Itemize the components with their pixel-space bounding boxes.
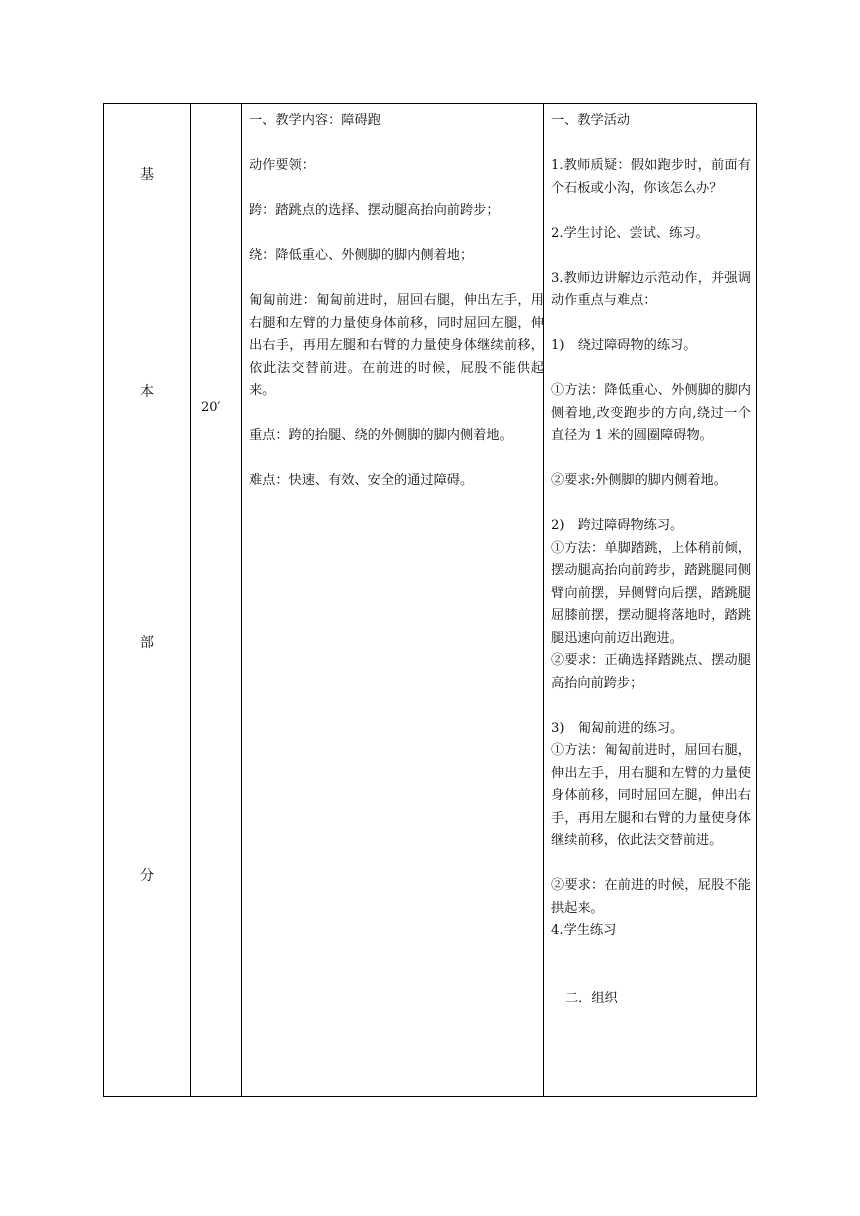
- sub3-requirement: ②要求：在前进的时候，屁股不能拱起来。: [551, 878, 751, 916]
- column-divider: [190, 104, 191, 1096]
- teaching-activity: [551, 110, 751, 1010]
- sub2-requirement: ②要求：正确选择踏跳点、摆动腿高抬向前跨步；: [551, 653, 751, 691]
- section-char-bu: 部: [140, 635, 154, 651]
- section-char-ji: 基: [140, 167, 154, 183]
- content-heading: 一、教学内容：障碍跑: [249, 113, 381, 128]
- sub2-title: 2) 跨过障碍物练习。: [551, 518, 684, 533]
- activity-item-4: 4.学生练习: [551, 923, 617, 938]
- essentials-label: 动作要领：: [249, 158, 315, 173]
- section-char-fen: 分: [140, 868, 154, 884]
- lesson-table: [103, 103, 757, 1097]
- sub1-method: ①方法：降低重心、外侧脚的脚内侧着地,改变跑步的方向,绕过一个直径为 1 米的圆圈障碍物。: [551, 383, 751, 443]
- activity-item-2: 2.学生讨论、尝试、练习。: [551, 225, 709, 241]
- sub3-method: ①方法：匍匐前进时，屈回右腿，伸出左手，用右腿和左臂的力量使身体前移，同时屈回左腿，伸出右手，再用左腿和右臂的力量使身体继续前移，依此法交替前进。: [551, 743, 751, 848]
- pufu-text: 匍匐前进：匍匐前进时，屈回右腿，伸出左手，用右腿和左臂的力量使身体前移，同时屈回左腿，伸出右手，再用左腿和右臂的力量使身体继续前移，依此法交替前进。在前进的时候，屁股不能供起来。: [249, 293, 544, 398]
- sub3-title: 3) 匍匐前进的练习。: [551, 720, 684, 736]
- activity-item-1: 1.教师质疑：假如跑步时，前面有个石板或小沟，你该怎么办？: [551, 158, 751, 196]
- key-point: 重点：跨的抬腿、绕的外侧脚的脚内侧着地。: [249, 428, 513, 443]
- sub1-title: 1) 绕过障碍物的练习。: [551, 338, 697, 353]
- rao-text: 绕：降低重心、外侧脚的脚内侧着地；: [249, 248, 474, 263]
- activity-item-3: 3.教师边讲解边示范动作，并强调动作重点与难点：: [551, 270, 751, 308]
- activity-heading: 一、教学活动: [551, 113, 631, 128]
- teaching-content: [249, 110, 544, 493]
- difficulty: 难点：快速、有效、安全的通过障碍。: [249, 473, 474, 488]
- section-char-ben: 本: [140, 384, 154, 400]
- kua-text: 跨：踏跳点的选择、摆动腿高抬向前跨步；: [249, 203, 500, 218]
- column-divider: [241, 104, 242, 1096]
- organization-heading: 二．组织: [565, 990, 618, 1006]
- sub2-method: ①方法：单脚踏跳，上体稍前倾，摆动腿高抬向前跨步，踏跳腿同侧臂向前摆，异侧臂向后摆，踏跳腿屈膝前摆，摆动腿将落地时，踏跳腿迅速向前迈出跑进。: [551, 540, 751, 646]
- time-duration: 20′: [201, 400, 221, 415]
- sub1-requirement: ②要求:外侧脚的脚内侧着地。: [551, 473, 727, 488]
